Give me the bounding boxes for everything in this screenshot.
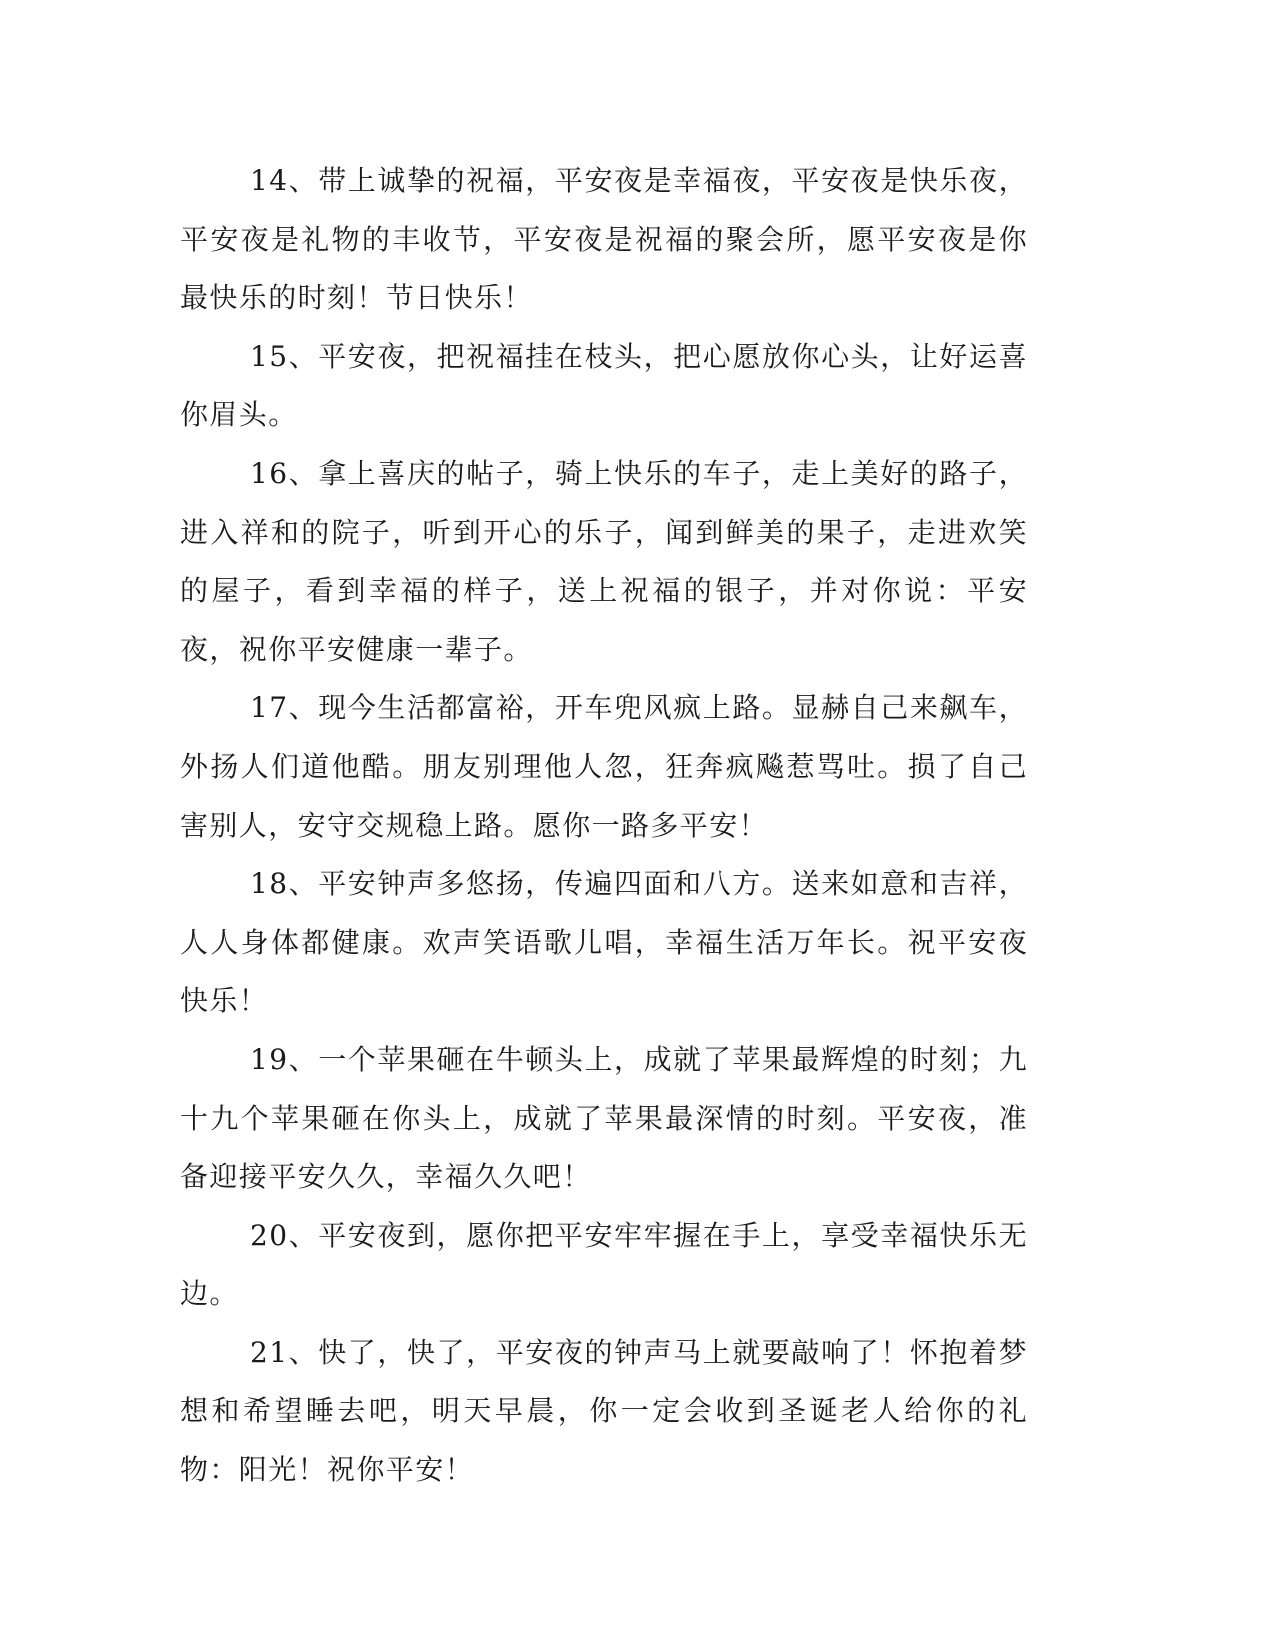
paragraph-21: 21、快了，快了，平安夜的钟声马上就要敲响了！怀抱着梦想和希望睡去吧，明天早晨，你一定会收到圣诞老人给你的礼物：阳光！祝你平安！ <box>180 1335 1028 1487</box>
paragraph-14: 14、带上诚挚的祝福，平安夜是幸福夜，平安夜是快乐夜，平安夜是礼物的丰收节，平安夜是祝福的聚会所，愿平安夜是你最快乐的时刻！节日快乐！ <box>180 164 1028 315</box>
paragraph-20: 20、平安夜到，愿你把平安牢牢握在手上，享受幸福快乐无边。 <box>180 1218 1028 1311</box>
paragraph-18: 18、平安钟声多悠扬，传遍四面和八方。送来如意和吉祥，人人身体都健康。欢声笑语歌儿唱，幸福生活万年长。祝平安夜快乐！ <box>180 867 1028 1018</box>
paragraph-15: 15、平安夜，把祝福挂在枝头，把心愿放你心头，让好运喜你眉头。 <box>180 339 1028 432</box>
document-body <box>180 152 1028 1500</box>
paragraph-19: 19、一个苹果砸在牛顿头上，成就了苹果最辉煌的时刻；九十九个苹果砸在你头上，成就了苹果最深情的时刻。平安夜，准备迎接平安久久，幸福久久吧！ <box>180 1042 1028 1194</box>
paragraph-17: 17、现今生活都富裕，开车兜风疯上路。显赫自己来飙车，外扬人们道他酷。朋友别理他人忽，狂奔疯飚惹骂吐。损了自己害别人，安守交规稳上路。愿你一路多平安！ <box>180 691 1028 842</box>
paragraph-16: 16、拿上喜庆的帖子，骑上快乐的车子，走上美好的路子，进入祥和的院子，听到开心的乐子，闻到鲜美的果子，走进欢笑的屋子，看到幸福的样子，送上祝福的银子，并对你说：平安夜，祝你平安健康一辈子。 <box>180 456 1028 666</box>
